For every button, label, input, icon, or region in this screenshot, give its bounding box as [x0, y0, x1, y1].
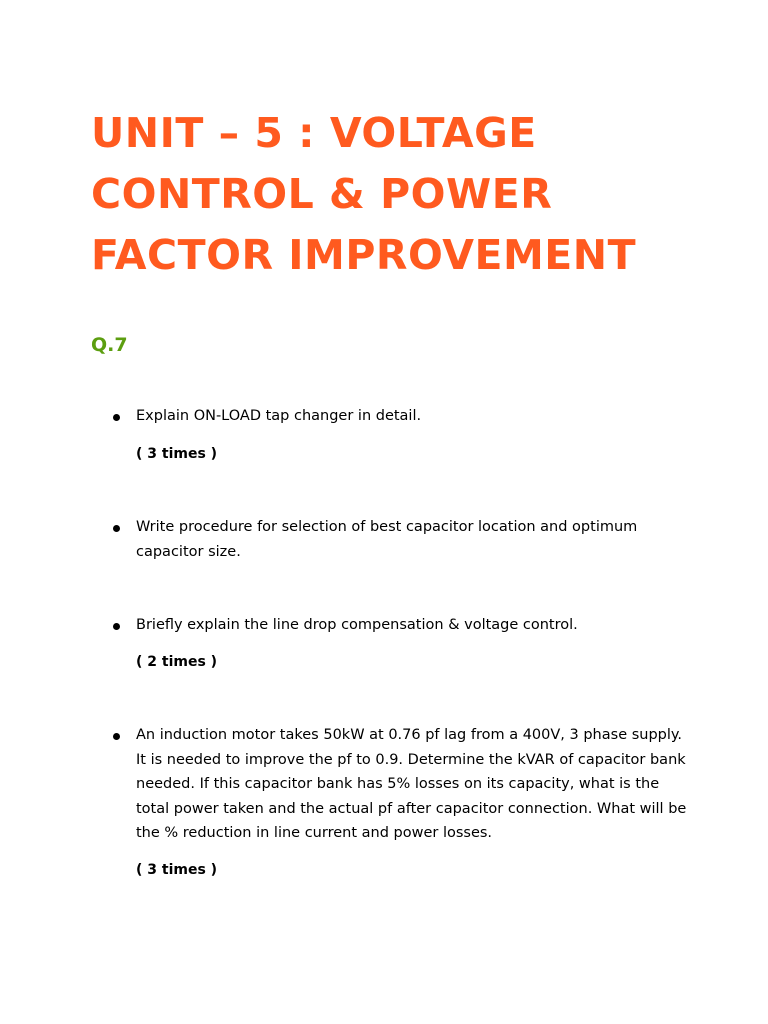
question-text: Briefly explain the line drop compensation & voltage control.	[136, 617, 578, 633]
question-frequency: ( 3 times )	[136, 446, 218, 462]
question-text: Write procedure for selection of best capacitor location and optimum capacitor size.	[136, 519, 638, 560]
question-number-label: Q.7	[91, 334, 128, 356]
unit-title-line-1: UNIT – 5 : VOLTAGE	[91, 109, 537, 157]
unit-title-line-3: FACTOR IMPROVEMENT	[91, 231, 637, 279]
unit-title	[91, 103, 731, 286]
bullet-icon	[113, 733, 120, 740]
unit-title-line-2: CONTROL & POWER	[91, 170, 553, 218]
bullet-icon	[113, 623, 120, 630]
bullet-icon	[113, 414, 120, 421]
question-text: An induction motor takes 50kW at 0.76 pf lag from a 400V, 3 phase supply. It is needed to improve the pf to 0.9. Determine the kVAR of capacitor bank needed. If this capacitor bank has 5% losses on its capacity, what is the total power taken and the actual pf after capacitor connection. What will be the % reduction in line current and power losses.	[136, 727, 687, 841]
question-frequency: ( 2 times )	[136, 654, 218, 670]
bullet-icon	[113, 525, 120, 532]
question-text: Explain ON-LOAD tap changer in detail.	[136, 408, 422, 424]
question-frequency: ( 3 times )	[136, 862, 218, 878]
